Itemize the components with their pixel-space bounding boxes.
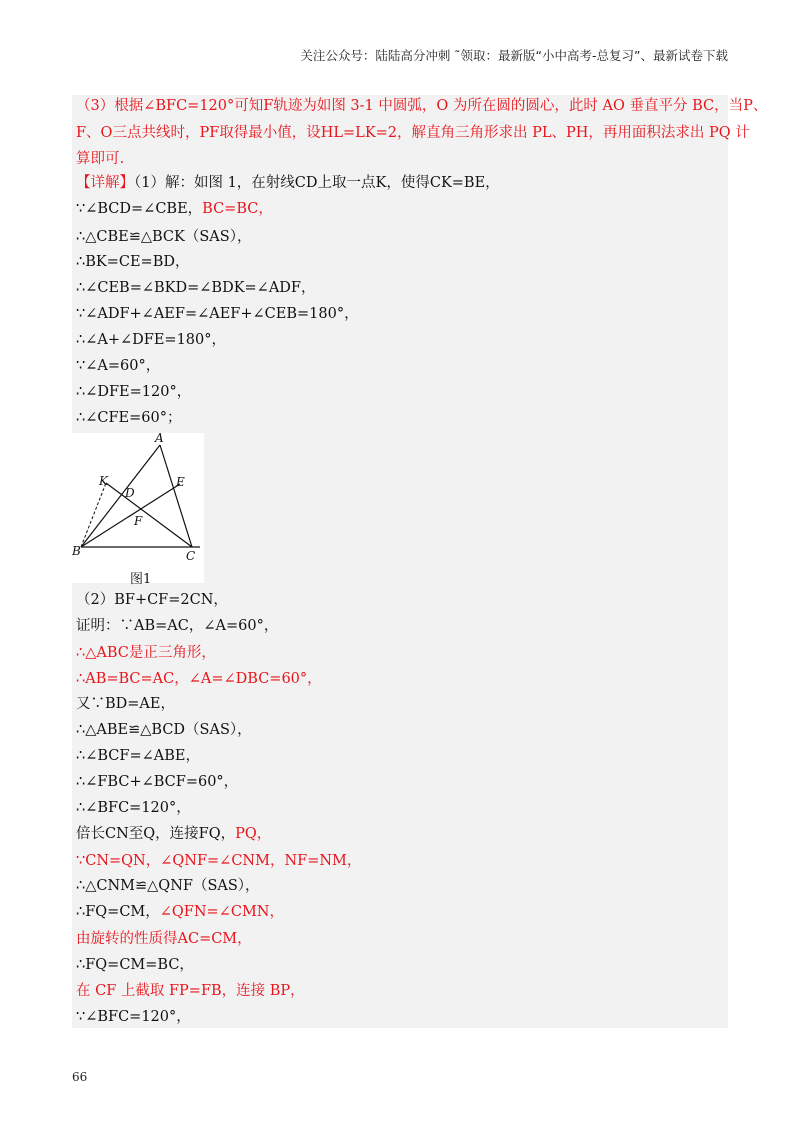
proof-line: ∵∠A=60°， [76, 358, 161, 374]
figure-caption: 图1 [130, 572, 152, 587]
proof-line-red: ∴AB=BC=AC，∠A=∠DBC=60°， [76, 671, 322, 687]
label-c: C [186, 549, 196, 563]
proof-text: ∴FQ=CM， [76, 904, 160, 920]
proof-line [76, 200, 273, 218]
proof-line-red: ∵CN=QN，∠QNF=∠CNM，NF=NM， [76, 853, 362, 869]
triangle-diagram [72, 433, 204, 583]
proof-line: ∴∠BFC=120°， [76, 800, 191, 816]
proof-text: 倍长CN至Q，连接FQ， [76, 826, 236, 842]
proof-text-red: BC=BC， [202, 201, 273, 217]
proof-text-red: ∠QFN=∠CMN， [159, 904, 284, 920]
proof-line [76, 930, 252, 948]
proof-line: ∴∠CFE=60°； [76, 410, 182, 426]
proof-line: ∴FQ=CM=BC， [76, 957, 194, 973]
proof-line: ∴△CNM≌△QNF（SAS）， [76, 878, 260, 894]
proof-text: ∵∠BCD=∠CBE， [76, 201, 203, 217]
proof-text-red: AC=CM， [177, 931, 252, 947]
geometry-figure-1 [72, 433, 204, 583]
label-e: E [176, 475, 185, 489]
label-k: K [99, 474, 108, 488]
page-header: 关注公众号：陆陆高分冲刺 ˜领取：最新版“小中高考-总复习”、最新试卷下载 [300, 48, 728, 63]
proof-line [76, 825, 271, 843]
detail-text: （1）解：如图 1，在射线CD上取一点K，使得CK=BE， [134, 175, 500, 191]
proof-text-red: 由旋转的性质得 [76, 931, 178, 947]
analysis-line-3: 算即可. [76, 151, 125, 167]
proof-line: ∴∠BCF=∠ABE， [76, 748, 200, 764]
proof-line: （2）BF+CF=2CN， [76, 592, 228, 608]
proof-line [76, 903, 284, 921]
dashed-segment-bk [81, 483, 106, 547]
label-d: D [125, 486, 135, 500]
proof-line: 证明：∵AB=AC，∠A=60°， [76, 618, 279, 634]
segment-ck [106, 483, 192, 547]
proof-line: ∵∠ADF+∠AEF=∠AEF+∠CEB=180°， [76, 306, 359, 322]
proof-line: ∵∠BFC=120°， [76, 1009, 191, 1025]
side-ac [160, 445, 192, 547]
label-b: B [72, 544, 81, 558]
proof-line: ∴∠CEB=∠BKD=∠BDK=∠ADF， [76, 280, 316, 296]
analysis-line-2: F、O三点共线时，PF取得最小值，设HL=LK=2，解直角三角形求出 PL、PH，再用面积法求出 PQ 计 [76, 125, 750, 141]
proof-line: ∴∠DFE=120°， [76, 384, 192, 400]
proof-line-red: 在 CF 上截取 FP=FB，连接 BP， [76, 983, 305, 999]
proof-line: ∴BK=CE=BD， [76, 254, 190, 270]
analysis-line-1: （3）根据∠BFC=120°可知F轨迹为如图 3-1 中圆弧，O 为所在圆的圆心，此时 AO 垂直平分 BC，当P、 [76, 98, 768, 114]
proof-line: ∴△CBE≌△BCK（SAS）， [76, 229, 252, 245]
proof-line: ∴△ABE≌△BCD（SAS）， [76, 722, 252, 738]
proof-line: ∴∠FBC+∠BCF=60°， [76, 774, 239, 790]
page-number: 66 [72, 1070, 88, 1084]
side-ab [81, 445, 160, 547]
proof-line: 又∵BD=AE， [76, 696, 175, 712]
proof-text-red: PQ， [235, 826, 272, 842]
proof-line-red: ∴△ABC是正三角形， [76, 645, 216, 661]
proof-line: ∴∠A+∠DFE=180°， [76, 332, 226, 348]
label-f: F [134, 514, 143, 528]
detail-heading: 【详解】 [76, 175, 134, 191]
detail-line-1 [76, 174, 500, 192]
label-a: A [155, 433, 164, 445]
